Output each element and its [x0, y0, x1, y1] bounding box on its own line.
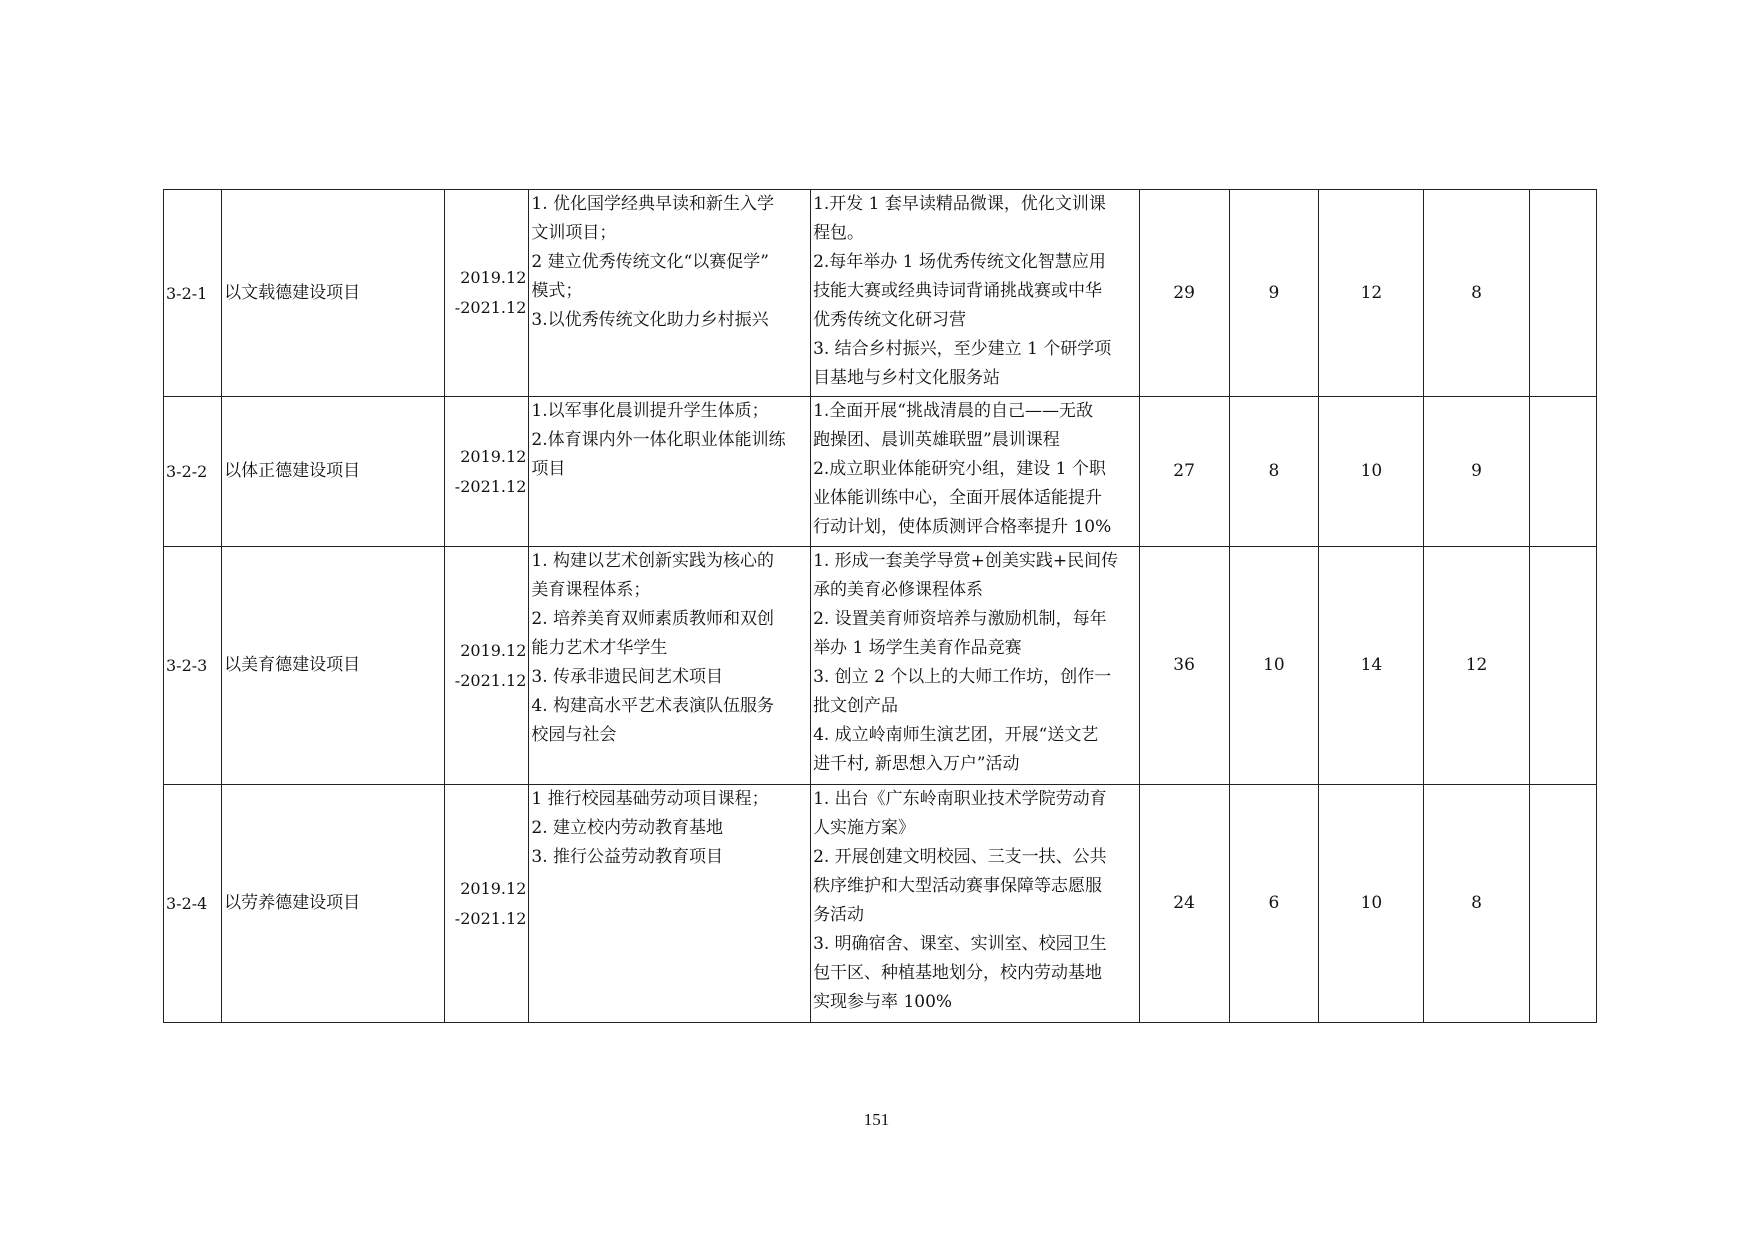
- table-row: [164, 190, 1597, 397]
- target-line: 业体能训练中心，全面开展体适能提升: [813, 488, 1103, 508]
- project-name-cell: 以文载德建设项目: [222, 190, 445, 397]
- project-table: [163, 189, 1597, 1023]
- target-line: 3. 创立 2 个以上的大师工作坊，创作一: [813, 667, 1112, 687]
- period-end: -2021.12: [454, 298, 527, 317]
- value-cell-n2: 9: [1229, 190, 1319, 397]
- construction-content-cell: [529, 397, 811, 547]
- target-cell: [811, 785, 1140, 1023]
- period-end: -2021.12: [454, 476, 527, 496]
- value-cell-n4: 9: [1424, 397, 1529, 547]
- content-line: 模式；: [531, 281, 583, 301]
- value-cell-n2: 8: [1229, 397, 1319, 547]
- content-line: 项目: [531, 459, 566, 479]
- target-line: 包干区、种植基地划分，校内劳动基地: [813, 963, 1103, 983]
- value-cell-n1: 36: [1139, 547, 1229, 785]
- project-name-cell: 以美育德建设项目: [222, 547, 445, 785]
- value-cell-n1: 27: [1139, 397, 1229, 547]
- target-line: 实现参与率 100%: [813, 992, 953, 1012]
- content-line: 校园与社会: [531, 725, 617, 745]
- blank-cell: [1529, 190, 1596, 397]
- period-cell: [444, 547, 529, 785]
- value-cell-n3: 14: [1319, 547, 1424, 785]
- target-line: 目基地与乡村文化服务站: [813, 368, 1001, 388]
- target-line: 批文创产品: [813, 696, 899, 716]
- target-line: 2.成立职业体能研究小组，建设 1 个职: [813, 459, 1106, 479]
- target-line: 1. 形成一套美学导赏+创美实践+民间传: [813, 551, 1119, 571]
- project-id-cell: 3-2-2: [164, 397, 222, 547]
- target-line: 跑操团、晨训英雄联盟”晨训课程: [813, 430, 1060, 450]
- content-line: 文训项目；: [531, 223, 617, 243]
- target-line: 人实施方案》: [813, 818, 916, 838]
- project-id-cell: 3-2-1: [164, 190, 222, 397]
- blank-cell: [1529, 547, 1596, 785]
- content-line: 1 推行校园基础劳动项目课程；: [531, 789, 769, 809]
- table-row: [164, 397, 1597, 547]
- period-cell: [444, 190, 529, 397]
- target-line: 技能大赛或经典诗词背诵挑战赛或中华: [813, 281, 1103, 301]
- period-cell: [444, 397, 529, 547]
- target-line: 务活动: [813, 905, 865, 925]
- target-cell: [811, 547, 1140, 785]
- blank-cell: [1529, 397, 1596, 547]
- period-end: -2021.12: [454, 670, 527, 690]
- target-line: 1.全面开展“挑战清晨的自己——无敌: [813, 401, 1093, 421]
- project-id-cell: 3-2-4: [164, 785, 222, 1023]
- value-cell-n1: 29: [1139, 190, 1229, 397]
- content-line: 2 建立优秀传统文化“以赛促学”: [531, 252, 769, 272]
- construction-content-cell: [529, 547, 811, 785]
- content-line: 2. 培养美育双师素质教师和双创: [531, 609, 774, 629]
- value-cell-n4: 8: [1424, 785, 1529, 1023]
- value-cell-n4: 12: [1424, 547, 1529, 785]
- value-cell-n2: 6: [1229, 785, 1319, 1023]
- target-line: 2.每年举办 1 场优秀传统文化智慧应用: [813, 252, 1106, 272]
- content-line: 3.以优秀传统文化助力乡村振兴: [531, 310, 769, 330]
- target-line: 秩序维护和大型活动赛事保障等志愿服: [813, 876, 1103, 896]
- value-cell-n3: 10: [1319, 785, 1424, 1023]
- target-line: 4. 成立岭南师生演艺团，开展“送文艺: [813, 725, 1099, 745]
- target-cell: [811, 190, 1140, 397]
- blank-cell: [1529, 785, 1596, 1023]
- construction-content-cell: [529, 785, 811, 1023]
- period-start: 2019.12: [460, 446, 527, 466]
- project-name-cell: 以劳养德建设项目: [222, 785, 445, 1023]
- content-line: 美育课程体系；: [531, 580, 651, 600]
- table-row: [164, 785, 1597, 1023]
- project-id-cell: 3-2-3: [164, 547, 222, 785]
- target-line: 行动计划，使体质测评合格率提升 10%: [813, 517, 1112, 537]
- target-line: 3. 结合乡村振兴，至少建立 1 个研学项: [813, 339, 1112, 359]
- content-line: 2. 建立校内劳动教育基地: [531, 818, 723, 838]
- page-number: 151: [863, 1110, 890, 1129]
- project-name-cell: 以体正德建设项目: [222, 397, 445, 547]
- period-cell: [444, 785, 529, 1023]
- target-line: 举办 1 场学生美育作品竞赛: [813, 638, 1022, 658]
- period-end: -2021.12: [454, 908, 527, 928]
- value-cell-n2: 10: [1229, 547, 1319, 785]
- period-start: 2019.12: [460, 878, 527, 898]
- value-cell-n3: 12: [1319, 190, 1424, 397]
- value-cell-n4: 8: [1424, 190, 1529, 397]
- content-line: 1. 构建以艺术创新实践为核心的: [531, 551, 774, 571]
- period-start: 2019.12: [460, 640, 527, 660]
- content-line: 3. 推行公益劳动教育项目: [531, 847, 723, 867]
- target-line: 1.开发 1 套早读精品微课，优化文训课: [813, 194, 1106, 214]
- construction-content-cell: [529, 190, 811, 397]
- target-line: 优秀传统文化研习营: [813, 310, 967, 330]
- content-line: 4. 构建高水平艺术表演队伍服务: [531, 696, 774, 716]
- table-row: [164, 547, 1597, 785]
- target-line: 3. 明确宿舍、课室、实训室、校园卫生: [813, 934, 1107, 954]
- table-body: [164, 190, 1597, 1023]
- target-line: 进千村, 新思想入万户”活动: [813, 754, 1020, 774]
- target-line: 2. 设置美育师资培养与激励机制，每年: [813, 609, 1107, 629]
- period-start: 2019.12: [460, 268, 527, 287]
- content-line: 1. 优化国学经典早读和新生入学: [531, 194, 774, 214]
- content-line: 2.体育课内外一体化职业体能训练: [531, 430, 786, 450]
- target-line: 1. 出台《广东岭南职业技术学院劳动育: [813, 789, 1107, 809]
- target-line: 2. 开展创建文明校园、三支一扶、公共: [813, 847, 1107, 867]
- target-line: 程包。: [813, 223, 865, 243]
- content-line: 3. 传承非遗民间艺术项目: [531, 667, 723, 687]
- value-cell-n1: 24: [1139, 785, 1229, 1023]
- target-line: 承的美育必修课程体系: [813, 580, 984, 600]
- content-line: 1.以军事化晨训提升学生体质；: [531, 401, 769, 421]
- value-cell-n3: 10: [1319, 397, 1424, 547]
- content-line: 能力艺术才华学生: [531, 638, 668, 658]
- target-cell: [811, 397, 1140, 547]
